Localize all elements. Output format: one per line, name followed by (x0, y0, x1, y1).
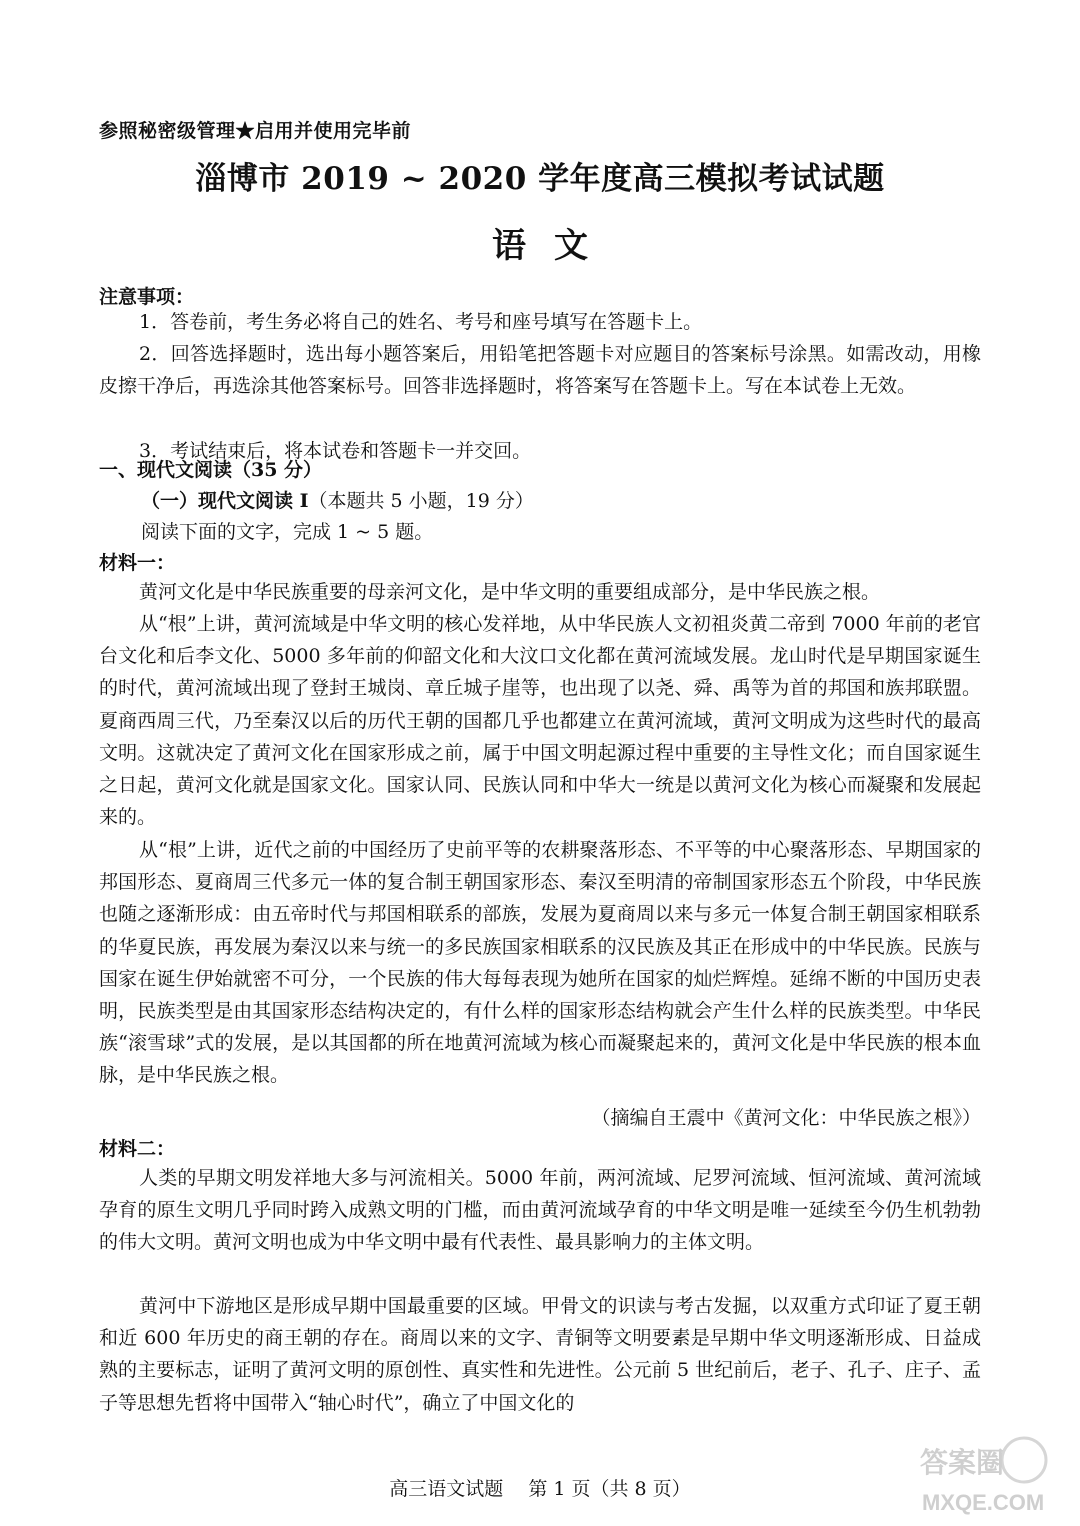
section-heading: 一、现代文阅读（35 分） (99, 459, 323, 481)
subsection-info: （本题共 5 小题，19 分） (308, 490, 534, 512)
subsection-title: （一）现代文阅读 I (141, 490, 309, 512)
note-item-1: 1．答卷前，考生务必将自己的姓名、考号和座号填写在答题卡上。 (139, 311, 703, 333)
note-item-2: 2．回答选择题时，选出每小题答案后，用铅笔把答题卡对应题目的答案标号涂黑。如需改动，用橡皮擦干净后，再选涂其他答案标号。回答非选择题时，将答案写在答题卡上。写在本试卷上无效。 (99, 343, 981, 398)
page-footer: 高三语文试题 第 1 页（共 8 页） (389, 1478, 691, 1500)
material-1-paragraph: 从“根”上讲，黄河流域是中华文明的核心发祥地，从中华民族人文初祖炎黄二帝到 7000 年前的老官台文化和后李文化、5000 多年前的仰韶文化和大汶口文化都在黄河流域发展。龙山时代是早期国家诞生的时代，黄河流域出现了登封王城岗、章丘城子崖等，也出现了以尧、舜、禹等为首的邦国和族邦联盟。夏商西周三代，乃至秦汉以后的历代王朝的国都几乎也都建立在黄河流域，黄河文明成为这些时代的最高文明。这就决定了黄河文化在国家形成之前，属于中国文明起源过程中重要的主导性文化；而自国家诞生之日起，黄河文化就是国家文化。国家认同、民族认同和中华大一统是以黄河文化为核心而凝聚和发展起来的。 (99, 613, 981, 829)
watermark-url: MXQE.COM (922, 1490, 1045, 1515)
material-1-paragraph: 从“根”上讲，近代之前的中国经历了史前平等的农耕聚落形态、不平等的中心聚落形态、早期国家的邦国形态、夏商周三代多元一体的复合制王朝国家形态、秦汉至明清的帝制国家形态五个阶段，中华民族也随之逐渐形成：由五帝时代与邦国相联系的部族，发展为夏商周以来与多元一体复合制王朝国家相联系的华夏民族，再发展为秦汉以来与统一的多民族国家相联系的汉民族及其正在形成中的中华民族。民族与国家在诞生伊始就密不可分，一个民族的伟大每每表现为她所在国家的灿烂辉煌。延绵不断的中国历史表明，民族类型是由其国家形态结构决定的，有什么样的国家形态结构就会产生什么样的民族类型。中华民族“滚雪球”式的发展，是以其国都的所在地黄河流域为核心而凝聚起来的，黄河文化是中华民族的根本血脉，是中华民族之根。 (99, 839, 981, 1087)
watermark-logo (912, 1430, 1062, 1518)
material-2-label: 材料二： (99, 1138, 176, 1160)
confidentiality-notice: 参照秘密级管理★启用并使用完毕前 (99, 120, 412, 142)
material-2-paragraph: 人类的早期文明发祥地大多与河流相关。5000 年前，两河流域、尼罗河流域、恒河流域、黄河流域孕育的原生文明几乎同时跨入成熟文明的门槛，而由黄河流域孕育的中华文明是唯一延续至今仍生机勃勃的伟大文明。黄河文明也成为中华文明中最有代表性、最具影响力的主体文明。 (99, 1167, 981, 1254)
exam-title: 淄博市 2019 ~ 2020 学年度高三模拟考试试题 (195, 161, 885, 197)
reading-instruction: 阅读下面的文字，完成 1 ~ 5 题。 (141, 521, 434, 543)
watermark-circle (1002, 1438, 1046, 1482)
subject-title: 语文 (492, 226, 616, 266)
subsection-heading (141, 486, 534, 513)
material-1-label: 材料一： (99, 552, 176, 574)
material-2-paragraph: 黄河中下游地区是形成早期中国最重要的区域。甲骨文的识读与考古发掘，以双重方式印证了夏王朝和近 600 年历史的商王朝的存在。商周以来的文字、青铜等文明要素是早期中华文明逐渐形成、日益成熟的主要标志，证明了黄河文明的原创性、真实性和先进性。公元前 5 世纪前后，老子、孔子、庄子、孟子等思想先哲将中国带入“轴心时代”，确立了中国文化的 (99, 1295, 981, 1414)
material-1-citation: （摘编自王震中《黄河文化：中华民族之根》） (591, 1107, 981, 1129)
watermark-logo-text: 答案圈 (920, 1447, 1005, 1478)
notes-heading: 注意事项： (99, 286, 195, 308)
note-item-3: 3．考试结束后，将本试卷和答题卡一并交回。 (139, 440, 532, 462)
material-1-paragraph: 黄河文化是中华民族重要的母亲河文化，是中华文明的重要组成部分，是中华民族之根。 (139, 581, 881, 603)
